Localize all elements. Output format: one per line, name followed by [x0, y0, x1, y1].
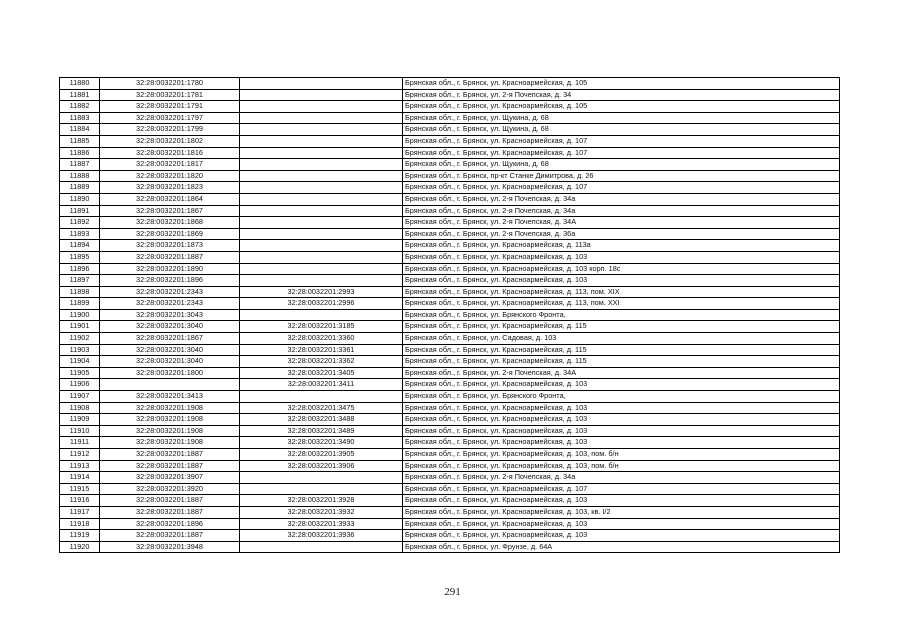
cadastral-number-cell: 32:28:0032201:1908	[100, 402, 240, 414]
table-row	[60, 101, 840, 113]
row-number-cell: 11908	[60, 402, 100, 414]
cadastral-number-cell: 32:28:0032201:1887	[100, 530, 240, 542]
secondary-cadastral-number-cell	[240, 251, 403, 263]
row-number-cell: 11893	[60, 228, 100, 240]
register-table-body	[60, 78, 840, 553]
secondary-cadastral-number-cell	[240, 472, 403, 484]
address-cell: Брянская обл., г. Брянск, ул. Брянского Фронта,	[403, 391, 840, 403]
table-row	[60, 147, 840, 159]
secondary-cadastral-number-cell	[240, 159, 403, 171]
cadastral-number-cell: 32:28:0032201:2343	[100, 286, 240, 298]
row-number-cell: 11897	[60, 275, 100, 287]
secondary-cadastral-number-cell	[240, 78, 403, 90]
secondary-cadastral-number-cell	[240, 193, 403, 205]
secondary-cadastral-number-cell: 32:28:0032201:3361	[240, 344, 403, 356]
secondary-cadastral-number-cell: 32:28:0032201:3360	[240, 333, 403, 345]
secondary-cadastral-number-cell	[240, 309, 403, 321]
secondary-cadastral-number-cell	[240, 391, 403, 403]
table-row	[60, 78, 840, 90]
address-cell: Брянская обл., г. Брянск, ул. Щукина, д. 68	[403, 112, 840, 124]
cadastral-number-cell: 32:28:0032201:3907	[100, 472, 240, 484]
table-row	[60, 506, 840, 518]
address-cell: Брянская обл., г. Брянск, ул. Красноармейская, д. 103, кв. I/2	[403, 506, 840, 518]
row-number-cell: 11898	[60, 286, 100, 298]
row-number-cell: 11880	[60, 78, 100, 90]
table-row	[60, 483, 840, 495]
row-number-cell: 11902	[60, 333, 100, 345]
row-number-cell: 11919	[60, 530, 100, 542]
table-row	[60, 124, 840, 136]
address-cell: Брянская обл., г. Брянск, ул. Красноармейская, д. 105	[403, 78, 840, 90]
table-row	[60, 449, 840, 461]
table-row	[60, 89, 840, 101]
table-row	[60, 135, 840, 147]
secondary-cadastral-number-cell: 32:28:0032201:3936	[240, 530, 403, 542]
address-cell: Брянская обл., г. Брянск, ул. Красноармейская, д. 103	[403, 379, 840, 391]
row-number-cell: 11910	[60, 425, 100, 437]
secondary-cadastral-number-cell	[240, 263, 403, 275]
address-cell: Брянская обл., г. Брянск, ул. Садовая, д. 103	[403, 333, 840, 345]
secondary-cadastral-number-cell	[240, 170, 403, 182]
cadastral-number-cell: 32:28:0032201:1791	[100, 101, 240, 113]
row-number-cell: 11881	[60, 89, 100, 101]
address-cell: Брянская обл., г. Брянск, пр-кт Станке Димитрова, д. 26	[403, 170, 840, 182]
table-row	[60, 228, 840, 240]
address-cell: Брянская обл., г. Брянск, ул. 2-я Почепская, д. 36а	[403, 228, 840, 240]
address-cell: Брянская обл., г. Брянск, ул. Красноармейская, д. 113, пом. XXI	[403, 298, 840, 310]
address-cell: Брянская обл., г. Брянск, ул. Красноармейская, д. 115	[403, 321, 840, 333]
cadastral-number-cell: 32:28:0032201:1887	[100, 449, 240, 461]
address-cell: Брянская обл., г. Брянск, ул. 2-я Почепская, д. 34а	[403, 472, 840, 484]
cadastral-number-cell	[100, 379, 240, 391]
row-number-cell: 11896	[60, 263, 100, 275]
address-cell: Брянская обл., г. Брянск, ул. Красноармейская, д. 113, пом. XIX	[403, 286, 840, 298]
secondary-cadastral-number-cell	[240, 89, 403, 101]
cadastral-number-cell: 32:28:0032201:1802	[100, 135, 240, 147]
address-cell: Брянская обл., г. Брянск, ул. Красноармейская, д. 115	[403, 344, 840, 356]
secondary-cadastral-number-cell: 32:28:0032201:3490	[240, 437, 403, 449]
secondary-cadastral-number-cell	[240, 541, 403, 553]
secondary-cadastral-number-cell	[240, 112, 403, 124]
cadastral-number-cell: 32:28:0032201:3948	[100, 541, 240, 553]
table-row	[60, 460, 840, 472]
table-row	[60, 263, 840, 275]
cadastral-number-cell: 32:28:0032201:1908	[100, 414, 240, 426]
row-number-cell: 11901	[60, 321, 100, 333]
table-row	[60, 541, 840, 553]
row-number-cell: 11916	[60, 495, 100, 507]
table-row	[60, 472, 840, 484]
cadastral-number-cell: 32:28:0032201:1887	[100, 506, 240, 518]
table-row	[60, 112, 840, 124]
address-cell: Брянская обл., г. Брянск, ул. Красноармейская, д. 103	[403, 251, 840, 263]
row-number-cell: 11883	[60, 112, 100, 124]
secondary-cadastral-number-cell	[240, 228, 403, 240]
address-cell: Брянская обл., г. Брянск, ул. Красноармейская, д. 103	[403, 414, 840, 426]
row-number-cell: 11912	[60, 449, 100, 461]
row-number-cell: 11900	[60, 309, 100, 321]
cadastral-number-cell: 32:28:0032201:1869	[100, 228, 240, 240]
cadastral-number-cell: 32:28:0032201:1780	[100, 78, 240, 90]
cadastral-number-cell: 32:28:0032201:1797	[100, 112, 240, 124]
row-number-cell: 11891	[60, 205, 100, 217]
cadastral-number-cell: 32:28:0032201:1908	[100, 425, 240, 437]
table-row	[60, 182, 840, 194]
row-number-cell: 11904	[60, 356, 100, 368]
secondary-cadastral-number-cell	[240, 275, 403, 287]
secondary-cadastral-number-cell: 32:28:0032201:3928	[240, 495, 403, 507]
address-cell: Брянская обл., г. Брянск, ул. Брянского Фронта,	[403, 309, 840, 321]
address-cell: Брянская обл., г. Брянск, ул. Красноармейская, д. 103, пом. б/н	[403, 460, 840, 472]
row-number-cell: 11905	[60, 367, 100, 379]
address-cell: Брянская обл., г. Брянск, ул. Красноармейская, д. 103	[403, 518, 840, 530]
secondary-cadastral-number-cell	[240, 135, 403, 147]
secondary-cadastral-number-cell	[240, 240, 403, 252]
row-number-cell: 11889	[60, 182, 100, 194]
secondary-cadastral-number-cell	[240, 205, 403, 217]
secondary-cadastral-number-cell: 32:28:0032201:3362	[240, 356, 403, 368]
cadastral-number-cell: 32:28:0032201:3043	[100, 309, 240, 321]
address-cell: Брянская обл., г. Брянск, ул. Красноармейская, д. 107	[403, 147, 840, 159]
cadastral-number-cell: 32:28:0032201:2343	[100, 298, 240, 310]
address-cell: Брянская обл., г. Брянск, ул. Красноармейская, д. 107	[403, 483, 840, 495]
cadastral-number-cell: 32:28:0032201:1867	[100, 205, 240, 217]
row-number-cell: 11909	[60, 414, 100, 426]
address-cell: Брянская обл., г. Брянск, ул. Красноармейская, д. 103	[403, 402, 840, 414]
secondary-cadastral-number-cell	[240, 124, 403, 136]
cadastral-number-cell: 32:28:0032201:3040	[100, 356, 240, 368]
cadastral-number-cell: 32:28:0032201:1799	[100, 124, 240, 136]
table-row	[60, 391, 840, 403]
secondary-cadastral-number-cell: 32:28:0032201:3488	[240, 414, 403, 426]
cadastral-number-cell: 32:28:0032201:1896	[100, 275, 240, 287]
cadastral-number-cell: 32:28:0032201:1781	[100, 89, 240, 101]
table-row	[60, 356, 840, 368]
secondary-cadastral-number-cell: 32:28:0032201:3905	[240, 449, 403, 461]
table-row	[60, 159, 840, 171]
cadastral-number-cell: 32:28:0032201:1864	[100, 193, 240, 205]
row-number-cell: 11906	[60, 379, 100, 391]
row-number-cell: 11920	[60, 541, 100, 553]
page-number: 291	[444, 586, 461, 598]
cadastral-number-cell: 32:28:0032201:1867	[100, 333, 240, 345]
secondary-cadastral-number-cell	[240, 217, 403, 229]
table-row	[60, 321, 840, 333]
secondary-cadastral-number-cell: 32:28:0032201:3405	[240, 367, 403, 379]
address-cell: Брянская обл., г. Брянск, ул. 2-я Почепская, д. 34а	[403, 205, 840, 217]
cadastral-number-cell: 32:28:0032201:1887	[100, 495, 240, 507]
table-row	[60, 298, 840, 310]
secondary-cadastral-number-cell: 32:28:0032201:3932	[240, 506, 403, 518]
table-row	[60, 170, 840, 182]
address-cell: Брянская обл., г. Брянск, ул. Красноармейская, д. 103 корп. 18с	[403, 263, 840, 275]
table-row	[60, 205, 840, 217]
table-row	[60, 425, 840, 437]
row-number-cell: 11913	[60, 460, 100, 472]
table-row	[60, 495, 840, 507]
address-cell: Брянская обл., г. Брянск, ул. Красноармейская, д. 103	[403, 425, 840, 437]
secondary-cadastral-number-cell: 32:28:0032201:3906	[240, 460, 403, 472]
secondary-cadastral-number-cell	[240, 483, 403, 495]
cadastral-number-cell: 32:28:0032201:1887	[100, 251, 240, 263]
secondary-cadastral-number-cell	[240, 182, 403, 194]
address-cell: Брянская обл., г. Брянск, ул. Красноармейская, д. 103	[403, 495, 840, 507]
address-cell: Брянская обл., г. Брянск, ул. Красноармейская, д. 103, пом. б/н	[403, 449, 840, 461]
address-cell: Брянская обл., г. Брянск, ул. Красноармейская, д. 115	[403, 356, 840, 368]
cadastral-number-cell: 32:28:0032201:1890	[100, 263, 240, 275]
table-row	[60, 193, 840, 205]
row-number-cell: 11899	[60, 298, 100, 310]
table-row	[60, 414, 840, 426]
secondary-cadastral-number-cell	[240, 147, 403, 159]
row-number-cell: 11887	[60, 159, 100, 171]
table-row	[60, 333, 840, 345]
address-cell: Брянская обл., г. Брянск, ул. Красноармейская, д. 107	[403, 182, 840, 194]
cadastral-number-cell: 32:28:0032201:1800	[100, 367, 240, 379]
address-cell: Брянская обл., г. Брянск, ул. 2-я Почепская, д. 34А	[403, 367, 840, 379]
row-number-cell: 11894	[60, 240, 100, 252]
table-row	[60, 379, 840, 391]
row-number-cell: 11914	[60, 472, 100, 484]
row-number-cell: 11907	[60, 391, 100, 403]
cadastral-number-cell: 32:28:0032201:3413	[100, 391, 240, 403]
cadastral-number-cell: 32:28:0032201:3040	[100, 344, 240, 356]
address-cell: Брянская обл., г. Брянск, ул. Фрунзе, д. 64А	[403, 541, 840, 553]
cadastral-number-cell: 32:28:0032201:1873	[100, 240, 240, 252]
secondary-cadastral-number-cell: 32:28:0032201:3411	[240, 379, 403, 391]
cadastral-number-cell: 32:28:0032201:1868	[100, 217, 240, 229]
table-row	[60, 437, 840, 449]
table-row	[60, 240, 840, 252]
secondary-cadastral-number-cell: 32:28:0032201:3185	[240, 321, 403, 333]
property-register-table	[59, 77, 840, 553]
row-number-cell: 11885	[60, 135, 100, 147]
secondary-cadastral-number-cell: 32:28:0032201:2993	[240, 286, 403, 298]
address-cell: Брянская обл., г. Брянск, ул. Красноармейская, д. 103	[403, 437, 840, 449]
table-row	[60, 217, 840, 229]
address-cell: Брянская обл., г. Брянск, ул. Красноармейская, д. 105	[403, 101, 840, 113]
table-row	[60, 309, 840, 321]
row-number-cell: 11884	[60, 124, 100, 136]
table-row	[60, 275, 840, 287]
address-cell: Брянская обл., г. Брянск, ул. 2-я Почепская, д. 34А	[403, 217, 840, 229]
table-row	[60, 530, 840, 542]
table-row	[60, 518, 840, 530]
row-number-cell: 11918	[60, 518, 100, 530]
row-number-cell: 11917	[60, 506, 100, 518]
row-number-cell: 11895	[60, 251, 100, 263]
address-cell: Брянская обл., г. Брянск, ул. Красноармейская, д. 103	[403, 275, 840, 287]
row-number-cell: 11892	[60, 217, 100, 229]
table-row	[60, 367, 840, 379]
address-cell: Брянская обл., г. Брянск, ул. Щукина, д. 68	[403, 159, 840, 171]
cadastral-number-cell: 32:28:0032201:3040	[100, 321, 240, 333]
table-row	[60, 251, 840, 263]
secondary-cadastral-number-cell: 32:28:0032201:2996	[240, 298, 403, 310]
cadastral-number-cell: 32:28:0032201:1823	[100, 182, 240, 194]
table-row	[60, 344, 840, 356]
table-row	[60, 286, 840, 298]
row-number-cell: 11888	[60, 170, 100, 182]
row-number-cell: 11915	[60, 483, 100, 495]
address-cell: Брянская обл., г. Брянск, ул. Красноармейская, д. 113а	[403, 240, 840, 252]
address-cell: Брянская обл., г. Брянск, ул. 2-я Почепская, д. 34а	[403, 193, 840, 205]
row-number-cell: 11890	[60, 193, 100, 205]
secondary-cadastral-number-cell: 32:28:0032201:3475	[240, 402, 403, 414]
address-cell: Брянская обл., г. Брянск, ул. Красноармейская, д. 107	[403, 135, 840, 147]
address-cell: Брянская обл., г. Брянск, ул. Щукина, д. 68	[403, 124, 840, 136]
cadastral-number-cell: 32:28:0032201:3920	[100, 483, 240, 495]
cadastral-number-cell: 32:28:0032201:1817	[100, 159, 240, 171]
secondary-cadastral-number-cell	[240, 101, 403, 113]
cadastral-number-cell: 32:28:0032201:1896	[100, 518, 240, 530]
secondary-cadastral-number-cell: 32:28:0032201:3489	[240, 425, 403, 437]
secondary-cadastral-number-cell: 32:28:0032201:3933	[240, 518, 403, 530]
table-row	[60, 402, 840, 414]
cadastral-number-cell: 32:28:0032201:1887	[100, 460, 240, 472]
row-number-cell: 11903	[60, 344, 100, 356]
row-number-cell: 11882	[60, 101, 100, 113]
cadastral-number-cell: 32:28:0032201:1908	[100, 437, 240, 449]
row-number-cell: 11886	[60, 147, 100, 159]
address-cell: Брянская обл., г. Брянск, ул. 2-я Почепская, д. 34	[403, 89, 840, 101]
address-cell: Брянская обл., г. Брянск, ул. Красноармейская, д. 103	[403, 530, 840, 542]
row-number-cell: 11911	[60, 437, 100, 449]
cadastral-number-cell: 32:28:0032201:1820	[100, 170, 240, 182]
cadastral-number-cell: 32:28:0032201:1816	[100, 147, 240, 159]
